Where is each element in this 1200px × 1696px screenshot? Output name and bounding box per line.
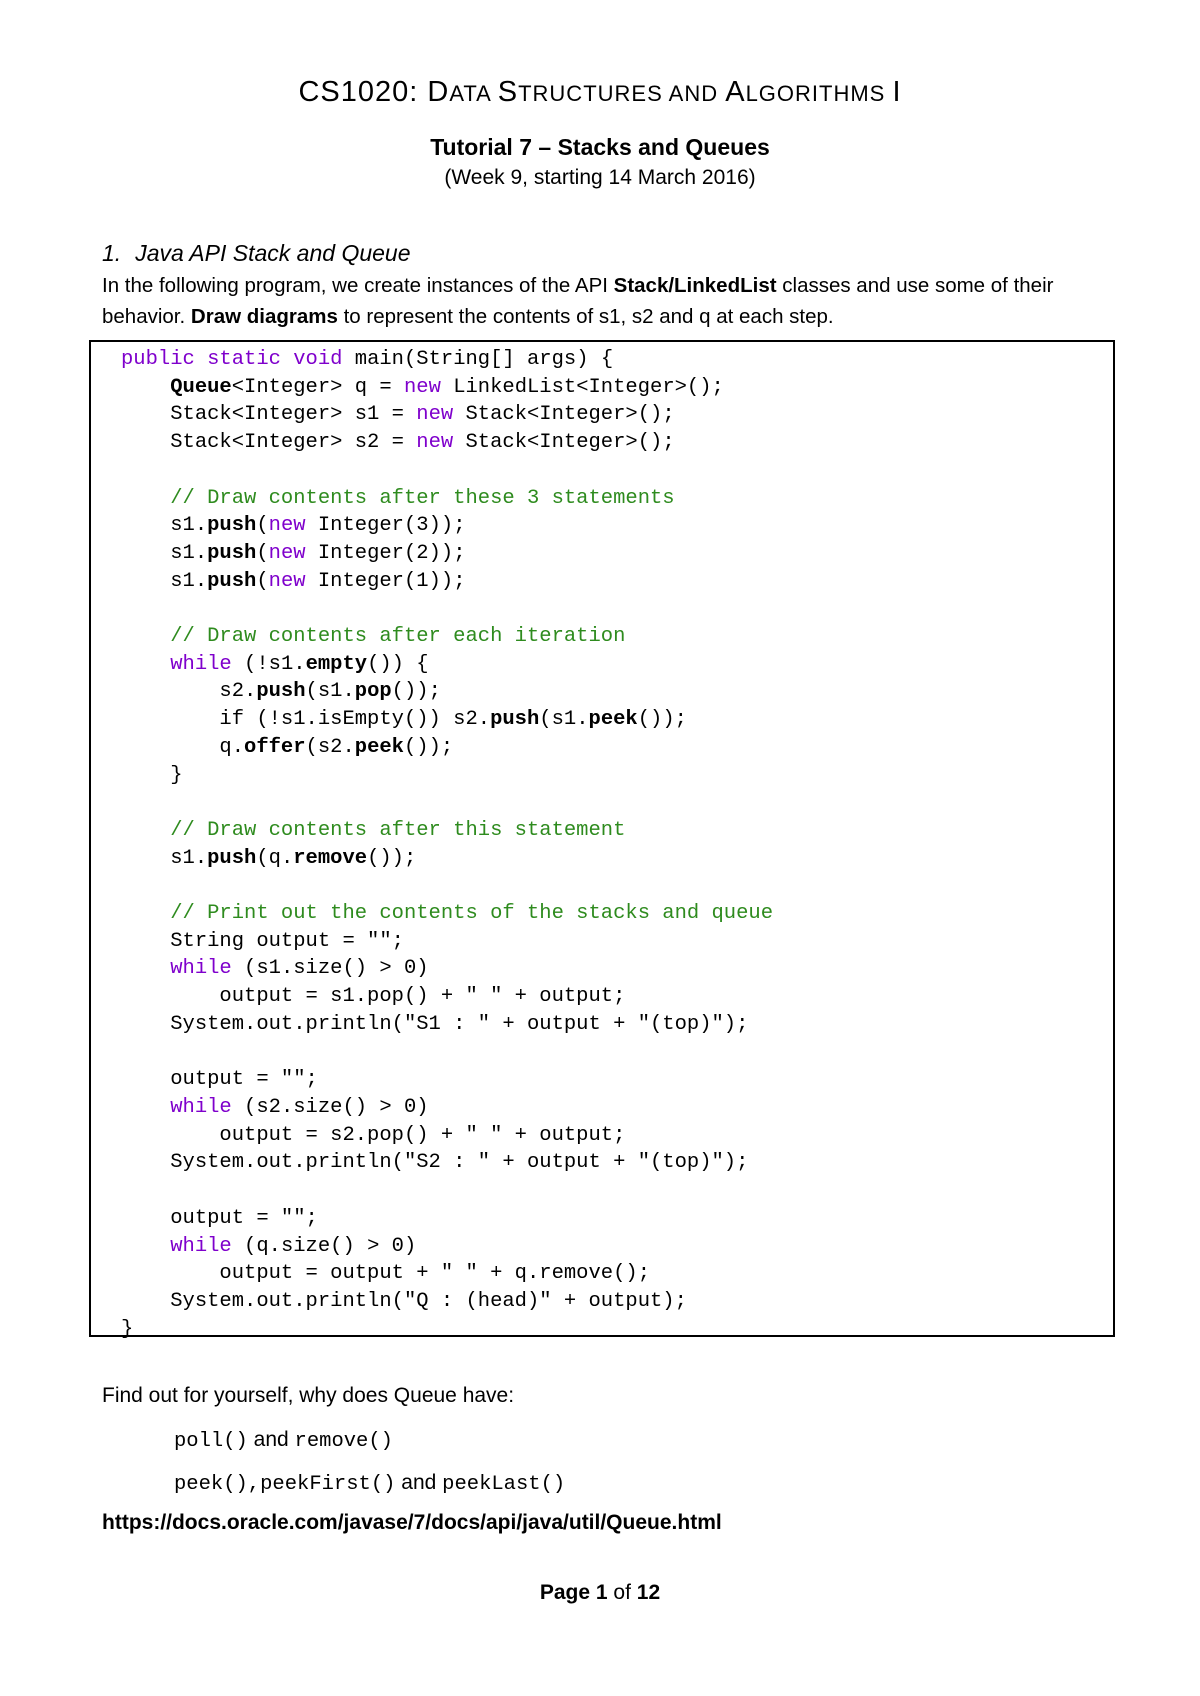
code-keyword: static: [207, 348, 281, 371]
section-number: 1.: [102, 240, 122, 266]
method-and: and: [253, 1428, 289, 1451]
code-text: (: [256, 569, 269, 593]
code-text: s1.: [170, 846, 208, 870]
code-text: LinkedList<Integer>();: [453, 375, 724, 399]
intro-bold: Draw diagrams: [190, 305, 338, 328]
code-bold: Queue: [170, 375, 232, 399]
code-keyword: while: [170, 652, 232, 676]
code-comment: // Print out the contents of the stacks and queue: [170, 902, 774, 926]
code-keyword: void: [293, 348, 343, 371]
method-name: peek(),peekFirst(): [174, 1473, 396, 1496]
section-intro: [102, 270, 1112, 332]
code-bold: push: [207, 846, 257, 870]
code-text: output = output + " " + q.remove();: [219, 1262, 650, 1286]
intro-text: In the following program, we create instances of the API: [102, 274, 614, 297]
section-heading: [102, 240, 411, 267]
code-text: Integer(1));: [317, 569, 466, 593]
code-text: Stack<Integer> s2 =: [170, 431, 417, 455]
code-keyword: new: [416, 403, 454, 427]
code-text: ()) {: [367, 652, 429, 676]
course-name-part: LGORITHMS: [745, 81, 893, 106]
code-keyword: public: [121, 348, 195, 371]
code-keyword: new: [416, 431, 454, 455]
code-bold: push: [207, 569, 257, 593]
code-text: (: [256, 514, 269, 538]
code-bold: pop: [354, 680, 392, 704]
code-bold: peek: [354, 735, 404, 759]
code-text: s2.: [219, 680, 257, 704]
code-keyword: new: [268, 569, 306, 593]
code-text: (q.size() > 0): [244, 1234, 417, 1258]
code-text: <Integer> q =: [231, 375, 404, 399]
method-line-poll-remove: [174, 1428, 393, 1453]
course-code: CS1020:: [298, 76, 419, 108]
code-text: output = s1.pop() + " " + output;: [219, 985, 626, 1009]
code-text: System.out.println("S2 : " + output + "(top)");: [170, 1151, 749, 1175]
code-keyword: while: [170, 957, 232, 981]
code-text: (s1.: [305, 680, 355, 704]
code-keyword: while: [170, 1234, 232, 1258]
code-keyword: new: [268, 514, 306, 538]
course-name-part: ATA: [449, 81, 498, 106]
tutorial-title: Tutorial 7 – Stacks and Queues: [430, 134, 770, 160]
course-title: [0, 76, 1200, 109]
code-text: (s1.size() > 0): [244, 957, 429, 981]
code-bold: peek: [588, 708, 638, 732]
code-text: output = s2.pop() + " " + output;: [219, 1123, 626, 1147]
page-footer: [0, 1581, 1200, 1605]
code-text: Stack<Integer>();: [465, 431, 675, 455]
code-text: Integer(2));: [317, 541, 466, 565]
method-and: and: [401, 1471, 437, 1494]
code-listing-box: [89, 340, 1115, 1341]
code-text: }: [170, 763, 183, 787]
code-keyword: new: [403, 375, 441, 399]
code-text: Stack<Integer>();: [465, 403, 675, 427]
code-text: main(String[] args) {: [354, 348, 614, 371]
code-text: System.out.println("Q : (head)" + output);: [170, 1289, 687, 1313]
find-out-text: Find out for yourself, why does Queue have:: [102, 1384, 515, 1407]
section-heading-text: Java API Stack and Queue: [135, 240, 411, 266]
method-line-peek: [174, 1471, 565, 1496]
code-text: }: [121, 1317, 134, 1341]
code-text: (s1.: [539, 708, 589, 732]
code-text: q.: [219, 735, 245, 759]
code-bold: push: [256, 680, 306, 704]
code-keyword: new: [268, 541, 306, 565]
code-text: Integer(3));: [317, 514, 466, 538]
code-text: s1.: [170, 514, 208, 538]
code-text: String output = "";: [170, 929, 404, 953]
method-name: poll(): [174, 1430, 248, 1453]
code-text: ());: [637, 708, 687, 732]
code-text: s1.: [170, 569, 208, 593]
footer-of-word: of: [613, 1581, 631, 1604]
code-text: ());: [391, 680, 441, 704]
tutorial-subtitle: (Week 9, starting 14 March 2016): [444, 166, 756, 189]
course-name-part: D: [427, 76, 450, 108]
course-name-part: A: [725, 76, 746, 108]
method-name: peekLast(): [442, 1473, 566, 1496]
code-text: (q.: [256, 846, 294, 870]
code-text: if (!s1.isEmpty()) s2.: [219, 708, 491, 732]
code-bold: empty: [305, 652, 368, 676]
intro-text: classes and use some of their behavior.: [102, 274, 1054, 328]
course-name-part: I: [892, 76, 902, 108]
intro-bold: Stack/LinkedList: [613, 274, 777, 297]
code-bold: push: [490, 708, 540, 732]
code-bold: offer: [244, 735, 306, 759]
docs-link[interactable]: https://docs.oracle.com/javase/7/docs/api/java/util/Queue.html: [102, 1511, 722, 1534]
code-bold: remove: [293, 846, 368, 870]
code-bold: push: [207, 514, 257, 538]
method-name: remove(): [294, 1430, 393, 1453]
code-bold: push: [207, 541, 257, 565]
code-text: s1.: [170, 541, 208, 565]
intro-text: to represent the contents of s1, s2 and q at each step.: [337, 305, 834, 328]
code-comment: // Draw contents after these 3 statements: [170, 486, 675, 510]
course-name-part: S: [497, 76, 519, 108]
code-text: (!s1.: [244, 652, 306, 676]
code-text: ());: [367, 846, 417, 870]
code-text: System.out.println("S1 : " + output + "(top)");: [170, 1012, 749, 1036]
code-comment: // Draw contents after each iteration: [170, 625, 626, 649]
code-text: output = "";: [170, 1206, 318, 1230]
footer-page-word: Page: [539, 1581, 591, 1604]
footer-page-number: 1: [595, 1581, 608, 1604]
code-text: (s2.size() > 0): [244, 1095, 429, 1119]
code-text: ());: [403, 735, 454, 759]
code-listing: [121, 346, 773, 1343]
code-text: (: [256, 541, 269, 565]
code-text: Stack<Integer> s1 =: [170, 403, 417, 427]
course-name-part: TRUCTURES AND: [518, 81, 726, 106]
code-comment: // Draw contents after this statement: [170, 818, 626, 842]
footer-page-total: 12: [636, 1581, 661, 1604]
code-text: (s2.: [305, 735, 355, 759]
code-text: output = "";: [170, 1068, 318, 1092]
code-keyword: while: [170, 1095, 232, 1119]
